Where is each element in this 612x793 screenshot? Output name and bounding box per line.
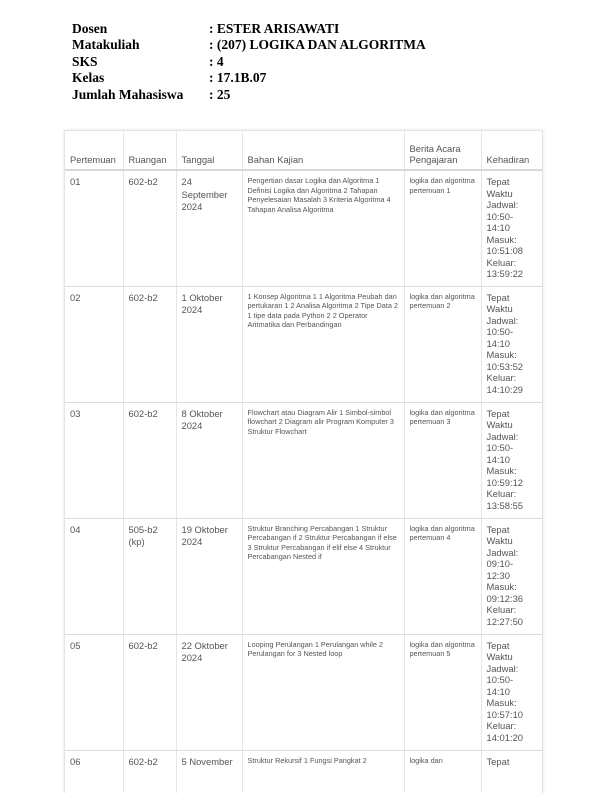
course-info-header [72,21,426,103]
cell-pertemuan: 02 [65,286,123,402]
cell-berita-acara: logika dan algoritma pertemuan 4 [404,518,481,634]
kehadiran-line: Tepat [486,407,510,419]
kehadiran-line: Keluar: [486,720,517,731]
cell-bahan-kajian: Flowchart atau Diagram Alir 1 Simbol-simbol flowchart 2 Diagram alir Program Komputer 3 Struktur Flowchart [242,402,404,518]
table-body [65,170,542,793]
kehadiran-line: 14:10 [486,337,510,349]
table-row [65,750,542,793]
attendance-table [65,131,542,793]
info-value: : (207) LOGIKA DAN ALGORITMA [209,37,426,53]
cell-berita-acara: logika dan algoritma pertemuan 3 [404,402,481,518]
kehadiran-line: Jadwal: [486,546,519,558]
kehadiran-line: 10:51:08 [486,245,523,256]
kehadiran-line: 09:12:36 [486,592,523,604]
info-label: Matakuliah [72,37,140,53]
info-value: : ESTER ARISAWATI [209,21,340,36]
info-label: Jumlah Mahasiswa [72,86,184,102]
kehadiran-line: Masuk: [486,465,517,476]
attendance-table-card [64,130,543,793]
kehadiran-line: 10:59:12 [486,476,523,488]
kehadiran-line: 10:53:52 [486,360,523,372]
table-row [65,518,542,634]
kehadiran-line: Jadwal: [486,199,519,210]
info-value: : 17.1B.07 [209,70,267,86]
info-label: Dosen [72,21,108,36]
kehadiran-line: Masuk: [486,233,517,245]
kehadiran-line: 10:50- [486,442,514,453]
cell-bahan-kajian: Looping Perulangan 1 Perulangan while 2 Perulangan for 3 Nested loop [242,634,404,750]
table-row [65,402,542,518]
cell-bahan-kajian: Struktur Branching Percabangan 1 Struktur Percabangan if 2 Struktur Percabangan if else 3 Struktur Percabangan if elif else 4 Struktur Percabangan Nested if [242,518,404,634]
col-header-bahan-kajian: Bahan Kajian [242,131,404,170]
kehadiran-line: Tepat [486,523,510,535]
cell-tanggal: 1 Oktober 2024 [176,286,242,402]
kehadiran-line: 14:10:29 [486,383,523,395]
kehadiran-line: Jadwal: [486,314,519,326]
kehadiran-line: Masuk: [486,581,517,592]
cell-bahan-kajian: 1 Konsep Algoritma 1 1 Algoritma Peubah dan pertukaran 1 2 Analisa Algoritma 2 Tipe Data 2 1 tipe data pada Python 2 2 Operator Aritmatika dan Perbandingan [242,286,404,402]
kehadiran-line: Masuk: [486,349,517,360]
cell-kehadiran [481,634,542,750]
kehadiran-line: 10:50- [486,326,514,337]
cell-ruangan: 505-b2 (kp) [123,518,176,634]
kehadiran-line: Masuk: [486,697,517,708]
cell-berita-acara: logika dan algoritma pertemuan 2 [404,286,481,402]
cell-tanggal: 5 November [176,750,242,793]
kehadiran-line: Keluar: [486,372,517,383]
cell-pertemuan: 06 [65,750,123,793]
info-row-kelas [72,70,426,86]
kehadiran-line: Tepat [486,291,510,303]
kehadiran-line: Waktu [486,187,513,199]
cell-tanggal: 24 September 2024 [176,170,242,286]
cell-kehadiran [481,518,542,634]
table-header-row [65,131,542,170]
table-row [65,286,542,402]
cell-ruangan: 602-b2 [123,750,176,793]
cell-tanggal: 22 Oktober 2024 [176,634,242,750]
cell-berita-acara: logika dan algoritma pertemuan 5 [404,634,481,750]
cell-pertemuan: 01 [65,170,123,286]
cell-ruangan: 602-b2 [123,402,176,518]
cell-pertemuan: 03 [65,402,123,518]
info-label: Kelas [72,70,105,86]
col-header-pertemuan: Pertemuan [65,131,123,170]
info-label: SKS [72,53,98,69]
kehadiran-line: Waktu [486,419,513,430]
cell-tanggal: 19 Oktober 2024 [176,518,242,634]
table-row [65,170,542,286]
kehadiran-line: 14:01:20 [486,731,523,743]
kehadiran-line: 09:10- [486,558,514,569]
cell-bahan-kajian: Struktur Rekursif 1 Fungsi Pangkat 2 [242,750,404,793]
cell-pertemuan: 04 [65,518,123,634]
kehadiran-line: Keluar: [486,256,517,268]
kehadiran-line: 13:59:22 [486,268,523,279]
kehadiran-line: Keluar: [486,488,517,499]
kehadiran-line: Waktu [486,303,513,314]
cell-kehadiran [481,750,542,793]
cell-tanggal: 8 Oktober 2024 [176,402,242,518]
kehadiran-line: Tepat [486,755,510,767]
kehadiran-line: Tepat [486,639,510,651]
cell-kehadiran [481,170,542,286]
kehadiran-line: 14:10 [486,453,510,465]
kehadiran-line: Jadwal: [486,662,519,674]
cell-berita-acara: logika dan algoritma pertemuan 1 [404,170,481,286]
kehadiran-line: 10:50- [486,210,514,222]
kehadiran-line: 14:10 [486,685,510,697]
kehadiran-line: 14:10 [486,222,510,233]
cell-ruangan: 602-b2 [123,286,176,402]
info-value: : 4 [209,53,224,69]
kehadiran-line: 13:58:55 [486,499,523,511]
kehadiran-line: Keluar: [486,604,517,615]
cell-pertemuan: 05 [65,634,123,750]
cell-kehadiran [481,402,542,518]
table-row [65,634,542,750]
kehadiran-line: 12:30 [486,569,510,581]
kehadiran-line: Jadwal: [486,430,519,442]
kehadiran-line: 12:27:50 [486,615,523,627]
col-header-kehadiran: Kehadiran [481,131,542,170]
info-row-sks [72,54,426,70]
cell-ruangan: 602-b2 [123,170,176,286]
kehadiran-line: 10:57:10 [486,708,523,720]
kehadiran-line: Waktu [486,535,513,546]
info-row-jumlah-mahasiswa [72,87,426,103]
col-header-tanggal: Tanggal [176,131,242,170]
col-header-berita-acara: Berita Acara Pengajaran [404,131,481,170]
info-value: : 25 [209,86,231,102]
cell-berita-acara: logika dan [404,750,481,793]
info-row-dosen [72,21,426,37]
cell-ruangan: 602-b2 [123,634,176,750]
kehadiran-line: Waktu [486,651,513,662]
cell-kehadiran [481,286,542,402]
cell-bahan-kajian: Pengertian dasar Logika dan Algoritma 1 Definisi Logika dan Algoritma 2 Tahapan Penyelesaian Masalah 3 Kriteria Algoritma 4 Tahapan Analisa Algoritma [242,170,404,286]
kehadiran-line: Tepat [486,176,510,187]
kehadiran-line: 10:50- [486,674,514,685]
col-header-ruangan: Ruangan [123,131,176,170]
info-row-matakuliah [72,37,426,53]
